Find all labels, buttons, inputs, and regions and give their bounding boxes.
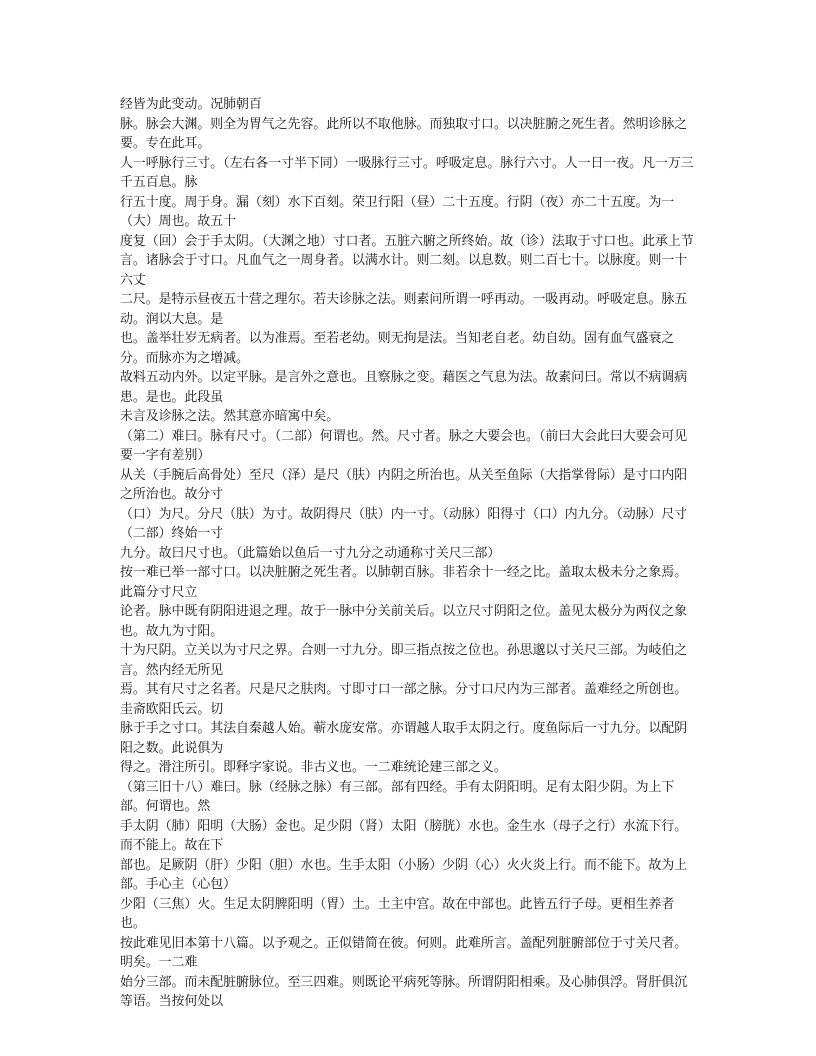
paragraph: （第三旧十八）难曰。脉（经脉之脉）有三部。部有四经。手有太阴阳明。足有太阳少阴。为上下部。何谓也。然 <box>120 779 675 814</box>
paragraph: （第二）难曰。脉有尺寸。（二部）何谓也。然。尺寸者。脉之大要会也。（前曰大会此曰大要会可见要一字有差别） <box>120 428 688 463</box>
paragraph: 九分。故曰尺寸也。（此篇始以鱼后一寸九分之动通称寸关尺三部） <box>120 545 501 561</box>
paragraph: 经皆为此变动。况肺朝百 <box>120 97 262 112</box>
paragraph: 从关（手腕后高骨处）至尺（泽）是尺（肤）内阴之所治也。从关至鱼际（大指掌骨际）是寸口内阳之所治也。故分寸 <box>120 467 688 502</box>
paragraph: 手太阴（肺）阳明（大肠）金也。足少阴（肾）太阳（膀胱）水也。金生水（母子之行）水流下行。而不能上。故在下 <box>120 818 688 853</box>
paragraph: （口）为尺。分尺（肤）为寸。故阴得尺（肤）内一寸。（动脉）阳得寸（口）内九分。（动脉）尺寸（二部）终始一寸 <box>120 506 688 541</box>
paragraph: 二尺。是特示昼夜五十营之理尔。若夫诊脉之法。则素问所谓一呼再动。一吸再动。呼吸定息。脉五动。润以大息。是 <box>120 292 688 327</box>
paragraph: 部也。足厥阴（肝）少阳（胆）水也。生手太阳（小肠）少阴（心）火火炎上行。而不能下。故为上部。手心主（心包） <box>120 857 688 892</box>
paragraph: 也。盖举壮岁无病者。以为准焉。至若老幼。则无拘是法。当知老自老。幼自幼。固有血气盛衰之分。而脉亦为之增减。 <box>120 331 675 366</box>
paragraph: 脉于手之寸口。其法自秦越人始。蕲水庞安常。亦谓越人取手太阴之行。度鱼际后一寸九分。以配阴阳之数。此说俱为 <box>120 721 688 756</box>
paragraph: 得之。滑注所引。即释字家说。非古义也。一二难统论建三部之义。 <box>120 760 507 775</box>
document-page <box>120 95 698 1012</box>
paragraph: 脉。脉会大渊。则全为胃气之先容。此所以不取他脉。而独取寸口。以决脏腑之死生者。然明诊脉之要。专在此耳。 <box>120 116 688 151</box>
paragraph: 人一呼脉行三寸。（左右各一寸半下同）一吸脉行三寸。呼吸定息。脉行六寸。人一日一夜。凡一万三千五百息。脉 <box>120 155 694 190</box>
paragraph: 未言及诊脉之法。然其意亦暗寓中矣。 <box>120 409 340 424</box>
paragraph: 故料五动内外。以定平脉。是言外之意也。且察脉之变。藉医之气息为法。故素问曰。常以不病调病患。是也。此段虽 <box>120 370 688 405</box>
paragraph: 行五十度。周于身。漏（刻）水下百刻。荣卫行阳（昼）二十五度。行阴（夜）亦二十五度。为一（大）周也。故五十 <box>120 194 675 229</box>
paragraph: 始分三部。而未配脏腑脉位。至三四难。则既论平病死等脉。所谓阴阳相乘。及心肺俱浮。肾肝俱沉等语。当按何处以 <box>120 974 688 1009</box>
paragraph: 少阳（三焦）火。生足太阴脾阳明（胃）土。土主中宫。故在中部也。此皆五行子母。更相生养者也。 <box>120 896 675 931</box>
paragraph: 按此难见旧本第十八篇。以予观之。正似错简在彼。何则。此难所言。盖配列脏腑部位于寸关尺者。明矣。一二难 <box>120 935 688 970</box>
paragraph: 焉。其有尺寸之名者。尺是尺之肤肉。寸即寸口一部之脉。分寸口尺内为三部者。盖难经之所创也。圭斋欧阳氏云。切 <box>120 682 688 717</box>
paragraph: 按一难已举一部寸口。以决脏腑之死生者。以肺朝百脉。非若余十一经之比。盖取太极未分之象焉。此篇分寸尺立 <box>120 565 688 600</box>
paragraph: 论者。脉中既有阴阳进退之理。故于一脉中分关前关后。以立尺寸阴阳之位。盖见太极分为两仪之象也。故九为寸阳。 <box>120 604 688 639</box>
paragraph: 十为尺阴。立关以为寸尺之界。合则一寸九分。即三指点按之位也。孙思邈以寸关尺三部。为岐伯之言。然内经无所见 <box>120 643 688 678</box>
paragraph: 度复（回）会于手太阴。（大渊之地）寸口者。五脏六腑之所终始。故（诊）法取于寸口也。此承上节言。诸脉会于寸口。凡血气之一周身者。以满水计。则二刻。以息数。则二百七十。以脉度。则一十六丈 <box>120 233 694 288</box>
